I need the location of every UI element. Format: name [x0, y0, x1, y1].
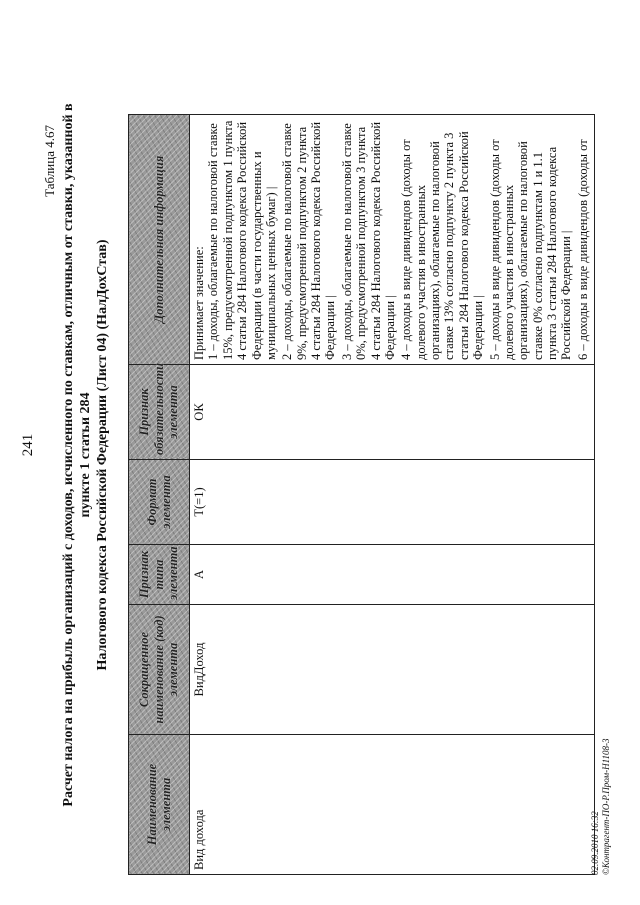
footer-timestamp: 02.09.2010 16:32	[590, 811, 600, 875]
element-spec-table	[128, 114, 595, 875]
page-number: 241	[20, 433, 36, 457]
cell-element-required: ОК	[190, 365, 595, 460]
list-item: 6 – доходы в виде дивидендов (доходы от	[575, 139, 590, 360]
header-element-required: Признак обязательности элемента	[129, 365, 190, 460]
list-item: 1 – доходы, облагаемые по налоговой ставке 15%, предусмотренной подпунктом 1 пункта 4 статьи 284 Налогового кодекса Российской Федерации (в части государственных и муниципальных ценных бумаг) |	[206, 120, 278, 360]
info-value-list	[206, 119, 590, 360]
document-title	[60, 85, 111, 825]
list-item: 2 – доходы, облагаемые по налоговой ставке 9%, предусмотренной подпунктом 2 пункта 4 статьи 284 Налогового кодекса Российской Федерации |	[280, 121, 338, 360]
header-element-name: Наименование элемента	[129, 735, 190, 875]
title-line-1: Расчет налога на прибыль организаций с доходов, исчисленного по ставкам, отличным от ставки, указанной в пункте 1 статьи 284	[61, 103, 94, 807]
title-line-2: Налогового кодекса Российской Федерации (Лист 04) (НалДохСтав)	[95, 239, 111, 671]
header-element-type: Признак типа элемента	[129, 545, 190, 605]
header-element-code: Сокращенное наименование (код) элемента	[129, 605, 190, 735]
cell-element-name: Вид дохода	[190, 735, 595, 875]
cell-element-format: T(=1)	[190, 460, 595, 545]
info-intro: Принимает значение:	[192, 246, 206, 360]
list-item: 4 – доходы в виде дивидендов (доходы от долевого участия в иностранных организациях), облагаемые по налоговой ставке 13% согласно подпункту 2 пункта 3 статьи 284 Налогового кодекса Российской Федерации |	[399, 131, 486, 360]
cell-element-code: ВидДоход	[190, 605, 595, 735]
list-item: 3 – доходы, облагаемые по налоговой ставке 0%, предусмотренной подпунктом 3 пункта 4 статьи 284 Налогового кодекса Российской Федерации |	[339, 121, 397, 360]
footer-source: ©Контрагент-ПО-Р.Пром-Н1108-3	[600, 738, 611, 875]
cell-additional-info	[190, 115, 595, 365]
table-row	[190, 115, 595, 875]
cell-element-type: А	[190, 545, 595, 605]
header-additional-info: Дополнительная информация	[129, 115, 190, 365]
table-caption: Таблица 4.67	[42, 125, 57, 197]
header-element-format: Формат элемента	[129, 460, 190, 545]
table-header-row	[129, 115, 190, 875]
list-item: 5 – доходы в виде дивидендов (доходы от долевого участия в иностранных организациях), облагаемые по налоговой ставке 0% согласно подпунктам 1 и 1.1 пункта 3 статьи 284 Налогового кодекса Российской Федерации |	[487, 139, 574, 360]
page-footer	[590, 739, 612, 875]
